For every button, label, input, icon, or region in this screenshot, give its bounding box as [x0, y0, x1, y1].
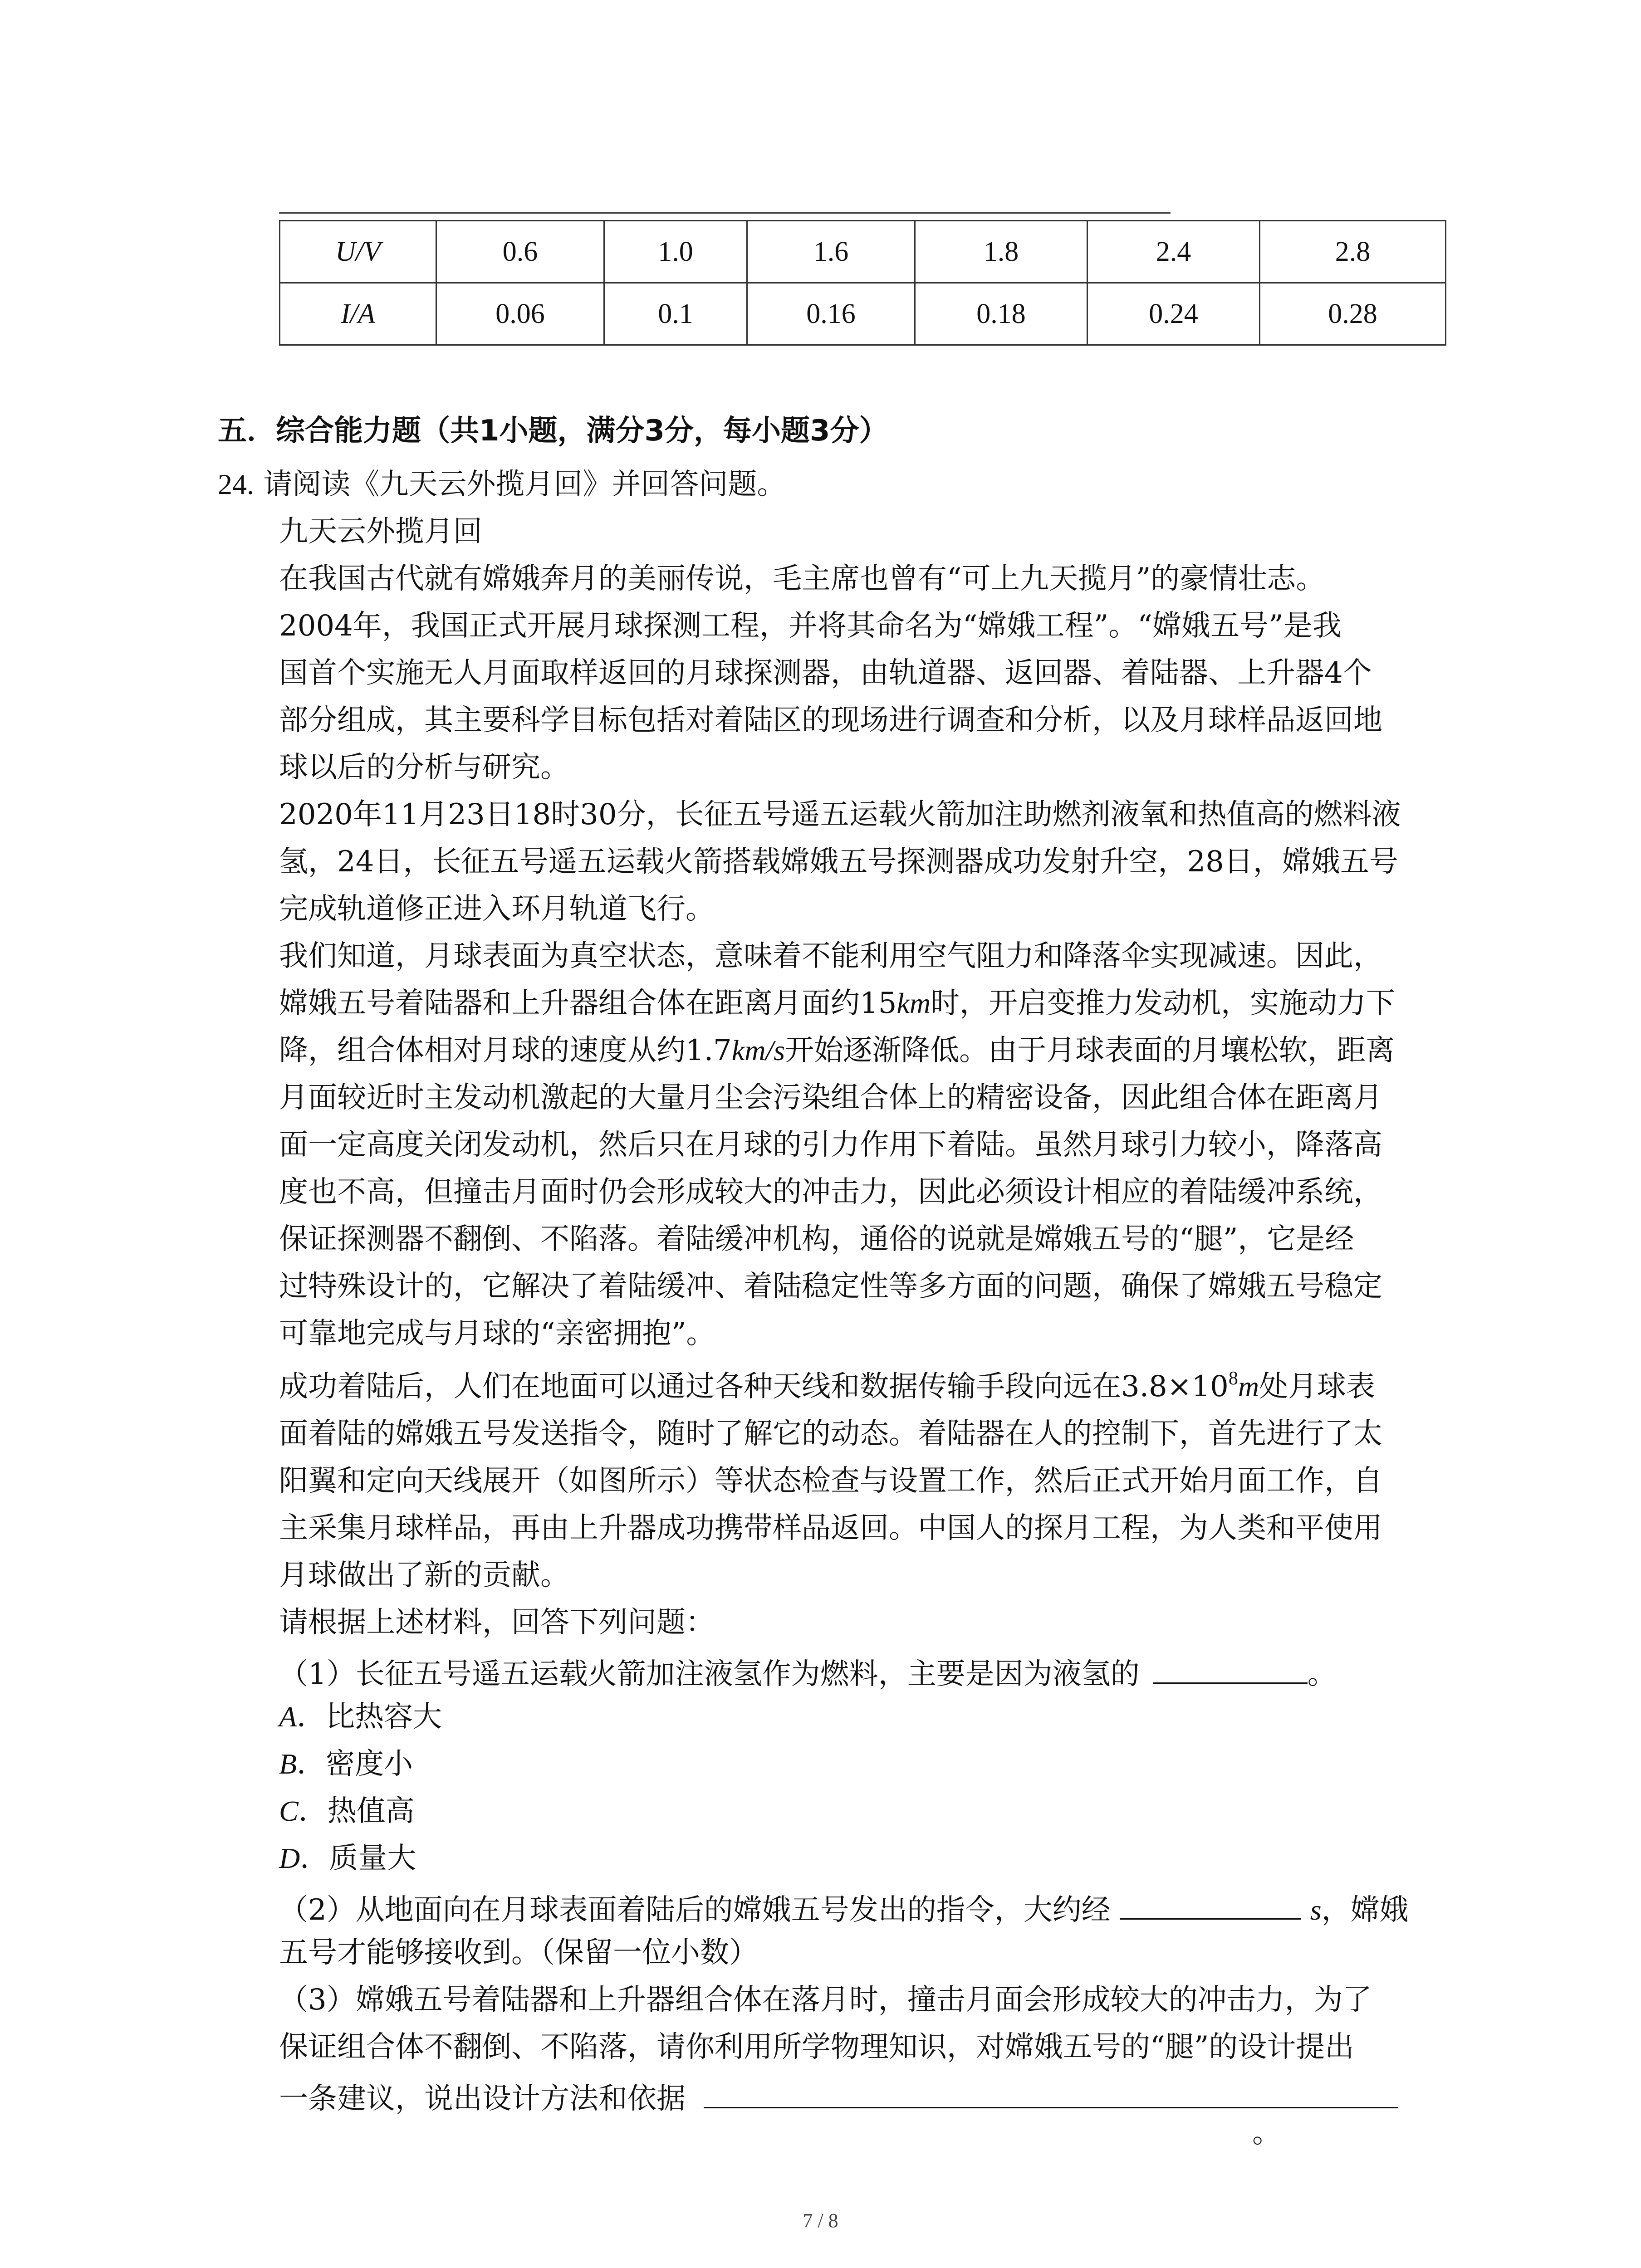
- option-b[interactable]: [279, 1747, 1531, 1781]
- answer-blank-2[interactable]: [1120, 1891, 1301, 1920]
- article-line: 请根据上述材料，回答下列问题：: [279, 1606, 715, 1639]
- table-cell: 1.8: [915, 221, 1087, 283]
- article-line-km: [279, 989, 1531, 1018]
- option-text: ．比热容大: [297, 1700, 442, 1734]
- unit-km: km: [896, 987, 931, 1019]
- table-cell: 0.6: [436, 221, 604, 283]
- article-line: 主采集月球样品，再由上升器成功携带样品返回。中国人的探月工程，为人类和平使用: [279, 1511, 1382, 1545]
- article-line-kms: [279, 1036, 1531, 1065]
- subquestion-2-text-end: ，嫦娥: [1321, 1893, 1409, 1927]
- article-line: 可靠地完成与月球的“亲密拥抱”。: [279, 1317, 715, 1350]
- article-line: 月球做出了新的贡献。: [279, 1559, 569, 1592]
- subquestion-3-line3: [279, 2080, 1531, 2116]
- option-text: ．热值高: [298, 1794, 415, 1828]
- article-line: 国首个实施无人月面取样返回的月球探测器，由轨道器、返回器、着陆器、上升器4个: [279, 656, 1372, 690]
- table-cell: 0.28: [1260, 283, 1446, 345]
- article-line: 我们知道，月球表面为真空状态，意味着不能利用空气阻力和降落伞实现减速。因此，: [279, 939, 1382, 973]
- article-title: 九天云外揽月回: [279, 515, 482, 548]
- question-number: 24.: [218, 468, 254, 500]
- article-line-distance: [279, 1368, 1531, 1403]
- option-letter: A: [279, 1701, 297, 1733]
- table-header-cell: I/A: [280, 283, 436, 345]
- answer-blank-1[interactable]: [1153, 1655, 1308, 1684]
- article-line: 2004年，我国正式开展月球探测工程，并将其命名为“嫦娥工程”。“嫦娥五号”是我: [279, 609, 1342, 643]
- text-run: 时，开启变推力发动机，实施动力下: [931, 987, 1396, 1020]
- table-cell: 0.18: [915, 283, 1087, 345]
- article-line: 月面较近时主发动机激起的大量月尘会污染组合体上的精密设备，因此组合体在距离月: [279, 1081, 1382, 1114]
- subquestion-1-end: 。: [1307, 1657, 1337, 1691]
- option-letter: C: [279, 1795, 299, 1827]
- data-table: [279, 220, 1446, 346]
- table-cell: 2.4: [1087, 221, 1260, 283]
- option-text: ．质量大: [300, 1842, 416, 1875]
- article-line: 阳翼和定向天线展开（如图所示）等状态检查与设置工作，然后正式开始月面工作，自: [279, 1464, 1382, 1498]
- subquestion-2: [279, 1891, 1531, 1925]
- text-run: 开始逐渐降低。由于月球表面的月壤松软，距离: [785, 1034, 1395, 1067]
- table-cell: 0.1: [604, 283, 747, 345]
- question-prompt-text: 请阅读《九天云外揽月回》并回答问题。: [263, 468, 786, 501]
- unit-m: m: [1238, 1370, 1259, 1403]
- subquestion-1-text: （1）长征五号遥五运载火箭加注液氢作为燃料，主要是因为液氢的: [279, 1657, 1140, 1691]
- table-cell: 0.24: [1087, 283, 1260, 345]
- section-title: 五．综合能力题（共1小题，满分3分，每小题3分）: [218, 414, 888, 448]
- text-run: 嫦娥五号着陆器和上升器组合体在距离月面约15: [279, 987, 897, 1020]
- table-cell: 1.0: [604, 221, 747, 283]
- option-d[interactable]: [279, 1844, 1531, 1873]
- top-rule: [279, 212, 1171, 214]
- option-letter: D: [279, 1842, 300, 1874]
- text-run: 处月球表: [1259, 1370, 1376, 1403]
- article-line: 氢，24日，长征五号遥五运载火箭搭载嫦娥五号探测器成功发射升空，28日，嫦娥五号: [279, 845, 1398, 879]
- article-line: 2020年11月23日18时30分，长征五号遥五运载火箭加注助燃剂液氧和热值高的燃料液: [279, 798, 1401, 831]
- unit-kms: km/s: [731, 1034, 785, 1066]
- article-line: 过特殊设计的，它解决了着陆缓冲、着陆稳定性等多方面的问题，确保了嫦娥五号稳定: [279, 1270, 1382, 1303]
- subquestion-3-line2: 保证组合体不翻倒、不陷落，请你利用所学物理知识，对嫦娥五号的“腿”的设计提出: [279, 2030, 1354, 2064]
- table-cell: 2.8: [1260, 221, 1446, 283]
- article-line: 面一定高度关闭发动机，然后只在月球的引力作用下着陆。虽然月球引力较小，降落高: [279, 1128, 1382, 1162]
- article-line: 完成轨道修正进入环月轨道飞行。: [279, 892, 715, 926]
- subquestion-3-line1: （3）嫦娥五号着陆器和上升器组合体在落月时，撞击月面会形成较大的冲击力，为了: [279, 1983, 1372, 2017]
- option-text: ．密度小: [297, 1747, 413, 1781]
- table-cell: 0.06: [436, 283, 604, 345]
- subquestion-2-text: （2）从地面向在月球表面着陆后的嫦娥五号发出的指令，大约经: [279, 1893, 1111, 1927]
- table-row: [280, 221, 1446, 283]
- text-run: 降，组合体相对月球的速度从约1.7: [279, 1034, 732, 1067]
- table-row: [280, 283, 1446, 345]
- page-number: 7 / 8: [803, 2209, 838, 2232]
- table-cell: 1.6: [747, 221, 915, 283]
- article-line: 球以后的分析与研究。: [279, 751, 569, 784]
- table-header-cell: U/V: [280, 221, 436, 283]
- article-line: 保证探测器不翻倒、不陷落。着陆缓冲机构，通俗的说就是嫦娥五号的“腿”，它是经: [279, 1222, 1354, 1256]
- option-a[interactable]: [279, 1700, 1531, 1734]
- question-prompt: [218, 470, 1470, 499]
- text-run: 成功着陆后，人们在地面可以通过各种天线和数据传输手段向远在3.8×10: [279, 1370, 1229, 1403]
- table-cell: 0.16: [747, 283, 915, 345]
- answer-blank-3[interactable]: [704, 2080, 1398, 2108]
- exponent: 8: [1228, 1368, 1238, 1389]
- unit-s: s: [1310, 1894, 1322, 1926]
- option-c[interactable]: [279, 1794, 1531, 1828]
- subquestion-2-line2: 五号才能够接收到。（保留一位小数）: [279, 1936, 758, 1970]
- article-line: 面着陆的嫦娥五号发送指令，随时了解它的动态。着陆器在人的控制下，首先进行了太: [279, 1417, 1382, 1451]
- article-line: 部分组成，其主要科学目标包括对着陆区的现场进行调查和分析，以及月球样品返回地: [279, 704, 1382, 737]
- article-line: 在我国古代就有嫦娥奔月的美丽传说，毛主席也曾有“可上九天揽月”的豪情壮志。: [279, 562, 1325, 596]
- subquestion-1: [279, 1655, 1531, 1689]
- option-letter: B: [279, 1748, 297, 1780]
- article-line: 度也不高，但撞击月面时仍会形成较大的冲击力，因此必须设计相应的着陆缓冲系统，: [279, 1175, 1382, 1209]
- subquestion-3-text: 一条建议，说出设计方法和依据: [279, 2082, 686, 2116]
- subquestion-3-end: 。: [1252, 2116, 1281, 2150]
